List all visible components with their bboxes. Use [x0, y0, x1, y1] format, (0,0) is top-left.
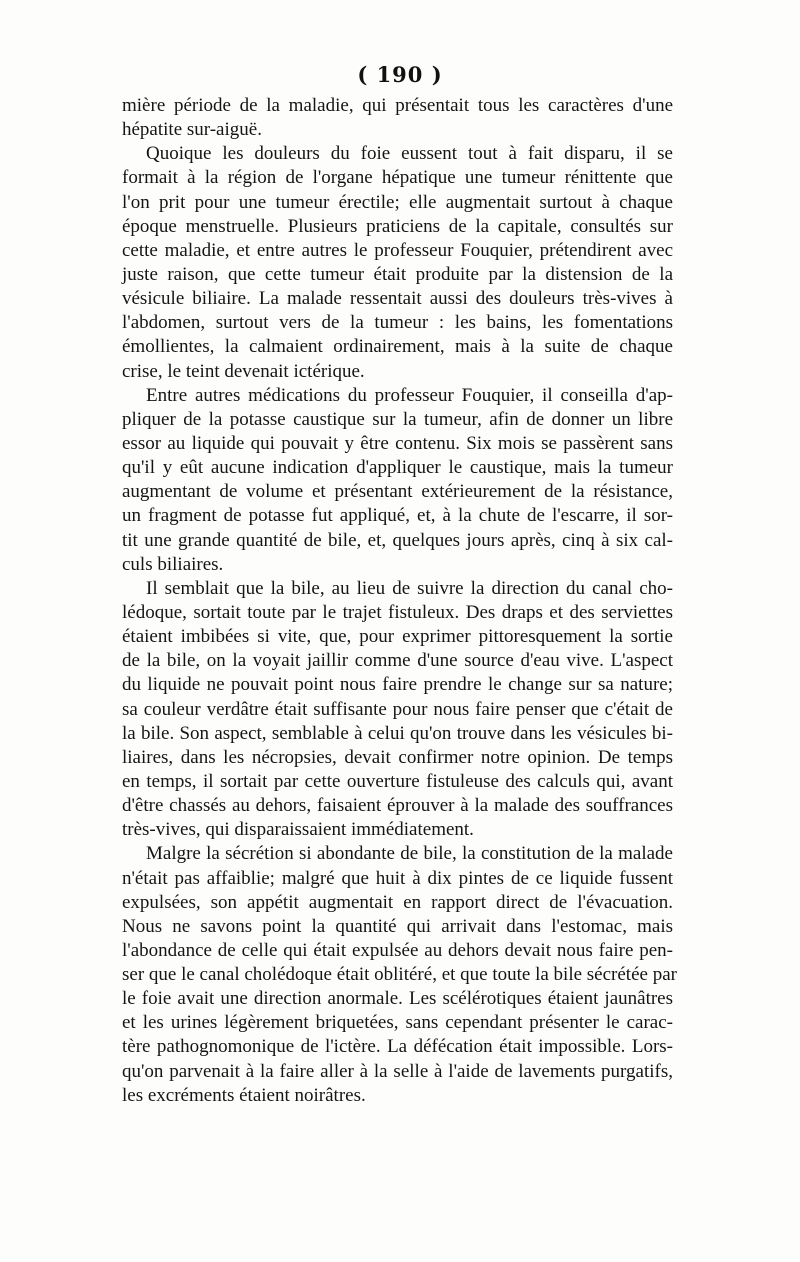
text-line: la bile. Son aspect, semblable à celui qu'on trouve dans les vésicules bi-: [122, 722, 673, 744]
body-text: [122, 94, 677, 1108]
text-line: crise, le teint devenait ictérique.: [122, 360, 365, 382]
text-line: d'être chassés au dehors, faisaient éprouver à la malade des souffrances: [122, 795, 673, 817]
text-line: l'on prit pour une tumeur érectile; elle augmentait surtout à chaque: [122, 191, 673, 213]
text-line: cette maladie, et entre autres le professeur Fouquier, prétendirent avec: [122, 239, 673, 261]
text-line: liaires, dans les nécropsies, devait confirmer notre opinion. De temps: [122, 746, 673, 768]
text-line: le foie avait une direction anormale. Les scélérotiques étaient jaunâtres: [122, 988, 673, 1010]
text-line: et les urines légèrement briquetées, sans cependant présenter le carac-: [122, 1012, 673, 1034]
text-line: Il semblait que la bile, au lieu de suivre la direction du canal cho-: [146, 577, 673, 599]
text-line: qu'il y eût aucune indication d'appliquer le caustique, mais la tumeur: [122, 457, 673, 479]
text-line: les excréments étaient noirâtres.: [122, 1084, 366, 1106]
text-line: de la bile, on la voyait jaillir comme d'une source d'eau vive. L'aspect: [122, 650, 673, 672]
text-line: juste raison, que cette tumeur était produite par la distension de la: [122, 263, 673, 285]
text-line: l'abondance de celle qui était expulsée au dehors devait nous faire pen-: [122, 939, 673, 961]
text-line: expulsées, son appétit augmentait en rapport direct de l'évacuation.: [122, 891, 673, 913]
text-line: Malgre la sécrétion si abondante de bile, la constitution de la malade: [146, 843, 673, 865]
text-line: lédoque, sortait toute par le trajet fistuleux. Des draps et des serviettes: [122, 601, 673, 623]
text-line: émollientes, la calmaient ordinairement, mais à la suite de chaque: [122, 336, 673, 358]
text-line: ser que le canal cholédoque était oblitéré, et que toute la bile sécrétée par: [122, 964, 677, 986]
text-line: qu'on parvenait à la faire aller à la selle à l'aide de lavements purgatifs,: [122, 1060, 673, 1082]
text-line: un fragment de potasse fut appliqué, et, à la chute de l'escarre, il sor-: [122, 505, 673, 527]
text-line: sa couleur verdâtre était suffisante pour nous faire penser que c'était de: [122, 698, 673, 720]
text-line: l'abdomen, surtout vers de la tumeur : les bains, les fomentations: [122, 312, 673, 334]
text-line: en temps, il sortait par cette ouverture fistuleuse des calculs qui, avant: [122, 770, 673, 792]
text-line: culs biliaires.: [122, 553, 224, 575]
text-line: formait à la région de l'organe hépatique une tumeur rénittente que: [122, 167, 673, 189]
text-line: essor au liquide qui pouvait y être contenu. Six mois se passèrent sans: [122, 432, 673, 454]
text-line: tère pathognomonique de l'ictère. La défécation était impossible. Lors-: [122, 1036, 673, 1058]
text-line: n'était pas affaiblie; malgré que huit à dix pintes de ce liquide fussent: [122, 867, 673, 889]
text-line: du liquide ne pouvait point nous faire prendre le change sur sa nature;: [122, 674, 673, 696]
text-line: augmentant de volume et présentant extérieurement de la résistance,: [122, 481, 673, 503]
page-number: ( 190 ): [357, 62, 443, 87]
text-line: Entre autres médications du professeur Fouquier, il conseilla d'ap-: [146, 384, 673, 406]
text-line: étaient imbibées si vite, que, pour exprimer pittoresquement la sortie: [122, 626, 673, 648]
text-line: mière période de la maladie, qui présentait tous les caractères d'une: [122, 95, 673, 116]
text-line: très-vives, qui disparaissaient immédiatement.: [122, 819, 474, 841]
text-line: époque menstruelle. Plusieurs praticiens de la capitale, consultés sur: [122, 215, 673, 237]
text-line: hépatite sur-aiguë.: [122, 119, 262, 141]
text-line: Quoique les douleurs du foie eussent tout à fait disparu, il se: [146, 143, 673, 165]
text-line: tit une grande quantité de bile, et, quelques jours après, cinq à six cal-: [122, 529, 673, 551]
text-line: pliquer de la potasse caustique sur la tumeur, afin de donner un libre: [122, 408, 673, 430]
text-line: vésicule biliaire. La malade ressentait aussi des douleurs très-vives à: [122, 288, 673, 310]
text-line: Nous ne savons point la quantité qui arrivait dans l'estomac, mais: [122, 915, 673, 937]
